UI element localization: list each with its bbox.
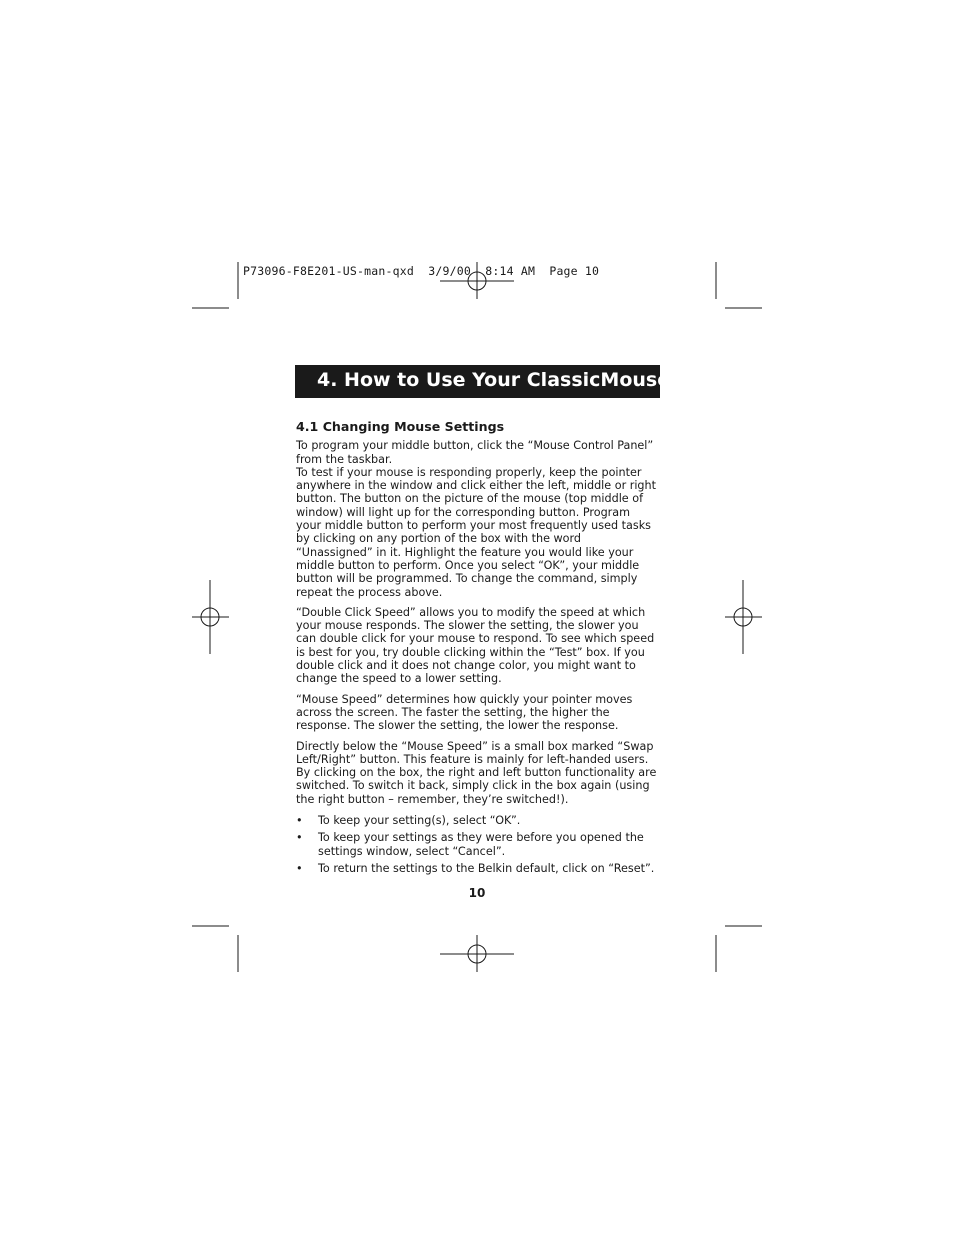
bullet-glyph: • — [296, 861, 303, 875]
section-heading: 4.1 Changing Mouse Settings — [296, 419, 505, 434]
list-item — [296, 814, 658, 827]
bullet-glyph: • — [296, 831, 303, 845]
list-item — [296, 831, 658, 858]
registration-mark-top — [440, 262, 514, 299]
registration-mark-right — [725, 580, 762, 654]
paragraph-swap-left-right: Directly below the “Mouse Speed” is a small box marked “Swap Left/Right” button. This feature is mainly for left-handed users. By clicking on the box, the right and left button functionality are switched. To switch it back, simply click in the box again (using the right button – remember, they’re switched!). — [296, 739, 657, 806]
list-item-text: To keep your setting(s), select “OK”. — [318, 814, 521, 828]
paragraph-mouse-control-panel: To program your middle button, click the “Mouse Control Panel” from the taskbar. — [296, 439, 654, 466]
print-slug-line: P73096-F8E201-US-man-qxd 3/9/00 8:14 AM Page 10 — [243, 264, 600, 278]
list-item-text: To keep your settings as they were before you opened the settings window, select “Cancel”. — [318, 831, 644, 858]
paragraph-double-click-speed: “Double Click Speed” allows you to modify the speed at which your mouse responds. The slower the setting, the slower you can double click for your mouse to respond. To see which speed is best for you, try double clicking within the “Test” box. If you double click and it does not change color, you might want to change the speed to a lower setting. — [296, 605, 655, 686]
page-number: 10 — [468, 886, 486, 900]
registration-mark-bottom — [440, 935, 514, 972]
chapter-title-bar — [295, 365, 671, 398]
registration-mark-left — [192, 580, 229, 654]
list-item-text: To return the settings to the Belkin default, click on “Reset”. — [318, 861, 655, 875]
list-item — [296, 862, 658, 875]
section-content — [296, 420, 658, 879]
bullet-glyph: • — [296, 814, 303, 828]
paragraph-mouse-speed: “Mouse Speed” determines how quickly your pointer moves across the screen. The faster the setting, the higher the response. The slower the setting, the lower the response. — [296, 692, 633, 733]
paragraph-test-and-program: To test if your mouse is responding properly, keep the pointer anywhere in the window and click either the left, middle or right button. The button on the picture of the mouse (top middle of window) will light up for the corresponding button. Program your middle button to perform your most frequently used tasks by clicking on any portion of the box with the word “Unassigned” in it. Highlight the feature you would like your middle button to perform. Once you select “OK”, your middle button will be programmed. To change the command, simply repeat the process above. — [296, 465, 657, 599]
chapter-title: 4. How to Use Your ClassicMouse — [317, 369, 671, 391]
settings-bullet-list — [296, 814, 658, 875]
